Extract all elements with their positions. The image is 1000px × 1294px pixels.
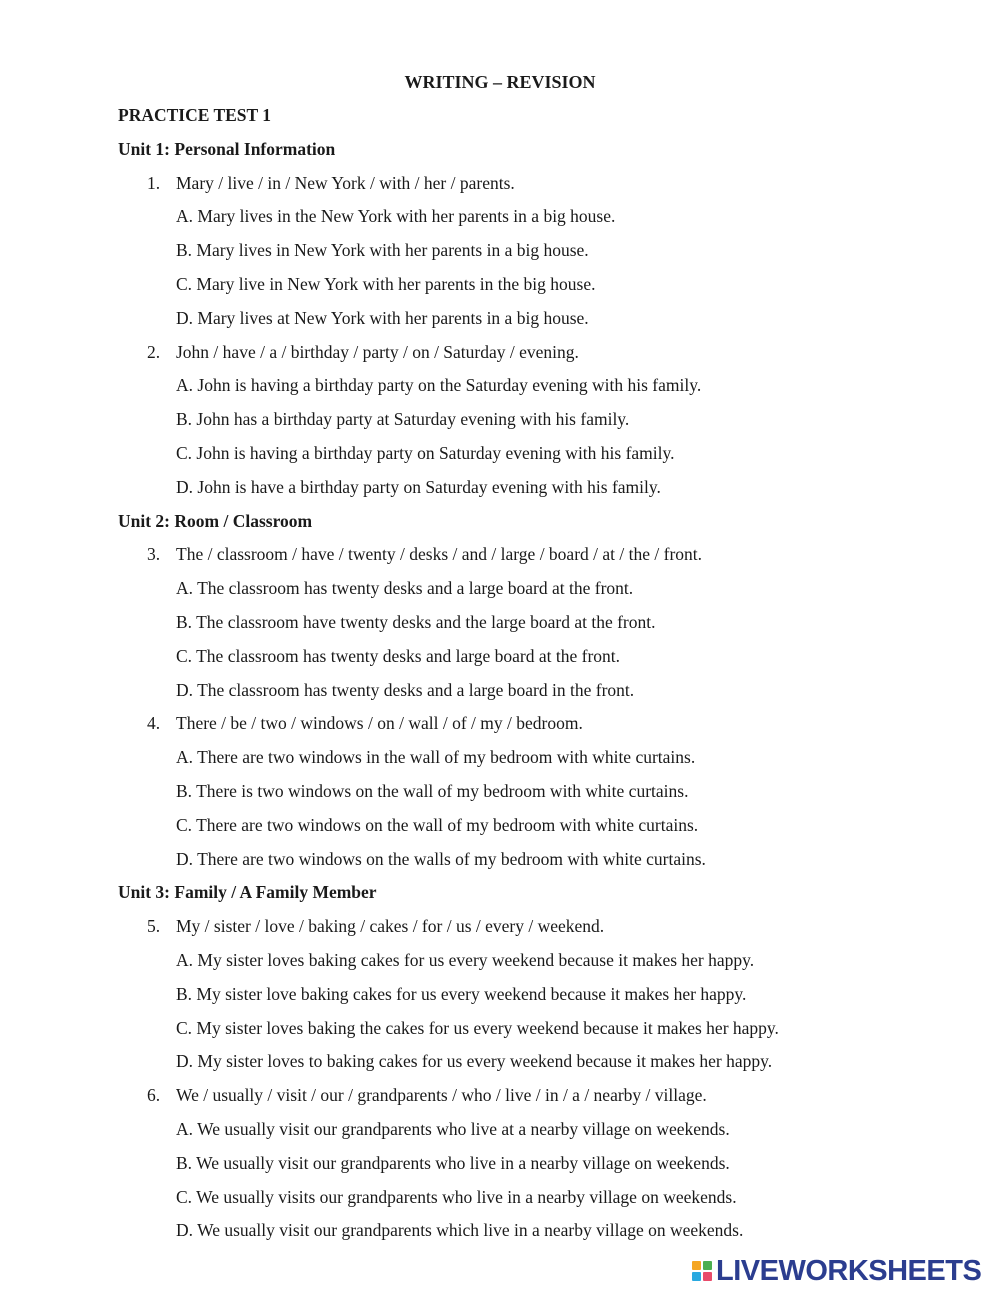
liveworksheets-mark-icon	[692, 1261, 712, 1281]
question-text: Mary / live / in / New York / with / her / parents.	[176, 172, 515, 193]
question-prompt	[118, 1082, 978, 1116]
question-text: The / classroom / have / twenty / desks / and / large / board / at / the / front.	[176, 544, 703, 565]
logo-text: LIVEWORKSHEETS	[716, 1254, 982, 1287]
liveworksheets-logo	[692, 1254, 981, 1288]
answer-option-c[interactable]: C. There are two windows on the wall of my bedroom with white curtains.	[176, 814, 699, 835]
answer-option-a[interactable]: A. John is having a birthday party on the Saturday evening with his family.	[176, 375, 702, 396]
answer-option-b[interactable]: B. My sister love baking cakes for us every weekend because it makes her happy.	[176, 983, 747, 1004]
answer-option-b[interactable]: B. We usually visit our grandparents who live in a nearby village on weekends.	[176, 1152, 730, 1173]
answer-option-d[interactable]: D. We usually visit our grandparents which live in a nearby village on weekends.	[176, 1220, 744, 1241]
question-prompt	[118, 541, 978, 575]
answer-option-d[interactable]: D. Mary lives at New York with her parents in a big house.	[176, 307, 589, 328]
answer-option-b[interactable]: B. There is two windows on the wall of my bedroom with white curtains.	[176, 780, 689, 801]
answer-option-d[interactable]: D. The classroom has twenty desks and a large board in the front.	[176, 679, 635, 700]
question-prompt	[118, 710, 978, 744]
question-text: We / usually / visit / our / grandparents / who / live / in / a / nearby / village.	[176, 1085, 707, 1106]
question-text: There / be / two / windows / on / wall / of / my / bedroom.	[176, 713, 583, 734]
answer-option-a[interactable]: A. We usually visit our grandparents who live at a nearby village on weekends.	[176, 1118, 730, 1139]
answer-option-b[interactable]: B. John has a birthday party at Saturday evening with his family.	[176, 409, 630, 430]
page-title: WRITING – REVISION	[404, 72, 596, 92]
answer-option-d[interactable]: D. My sister loves to baking cakes for us every weekend because it makes her happy.	[176, 1051, 773, 1072]
answer-option-a[interactable]: A. The classroom has twenty desks and a large board at the front.	[176, 578, 634, 599]
question-number: 3.	[147, 544, 161, 565]
logo-square	[692, 1261, 701, 1270]
answer-option-c[interactable]: C. My sister loves baking the cakes for us every weekend because it makes her happy.	[176, 1017, 779, 1038]
unit-heading: Unit 3: Family / A Family Member	[118, 882, 377, 903]
question-number: 6.	[147, 1085, 161, 1106]
logo-square	[692, 1272, 701, 1281]
question-number: 5.	[147, 916, 161, 937]
answer-option-c[interactable]: C. Mary live in New York with her parents in the big house.	[176, 273, 596, 294]
answer-option-a[interactable]: A. There are two windows in the wall of my bedroom with white curtains.	[176, 747, 696, 768]
answer-option-b[interactable]: B. Mary lives in New York with her parents in a big house.	[176, 240, 589, 261]
unit-heading: Unit 2: Room / Classroom	[118, 510, 313, 531]
answer-option-b[interactable]: B. The classroom have twenty desks and the large board at the front.	[176, 611, 656, 632]
logo-square	[703, 1272, 712, 1281]
answer-option-c[interactable]: C. We usually visits our grandparents who live in a nearby village on weekends.	[176, 1186, 737, 1207]
question-number: 4.	[147, 713, 161, 734]
test-heading: PRACTICE TEST 1	[118, 105, 272, 125]
question-prompt	[118, 913, 978, 947]
question-number: 2.	[147, 341, 161, 362]
answer-option-d[interactable]: D. John is have a birthday party on Saturday evening with his family.	[176, 476, 661, 497]
question-text: My / sister / love / baking / cakes / for / us / every / weekend.	[176, 916, 605, 937]
question-text: John / have / a / birthday / party / on / Saturday / evening.	[176, 341, 579, 362]
question-prompt	[118, 170, 978, 204]
answer-option-a[interactable]: A. My sister loves baking cakes for us every weekend because it makes her happy.	[176, 949, 755, 970]
question-number: 1.	[147, 172, 161, 193]
answer-option-c[interactable]: C. John is having a birthday party on Saturday evening with his family.	[176, 442, 675, 463]
answer-option-a[interactable]: A. Mary lives in the New York with her parents in a big house.	[176, 206, 616, 227]
answer-option-d[interactable]: D. There are two windows on the walls of my bedroom with white curtains.	[176, 848, 706, 869]
logo-square	[703, 1261, 712, 1270]
unit-heading: Unit 1: Personal Information	[118, 138, 336, 159]
question-prompt	[118, 339, 978, 373]
worksheet-content	[118, 102, 978, 1251]
answer-option-c[interactable]: C. The classroom has twenty desks and large board at the front.	[176, 645, 621, 666]
